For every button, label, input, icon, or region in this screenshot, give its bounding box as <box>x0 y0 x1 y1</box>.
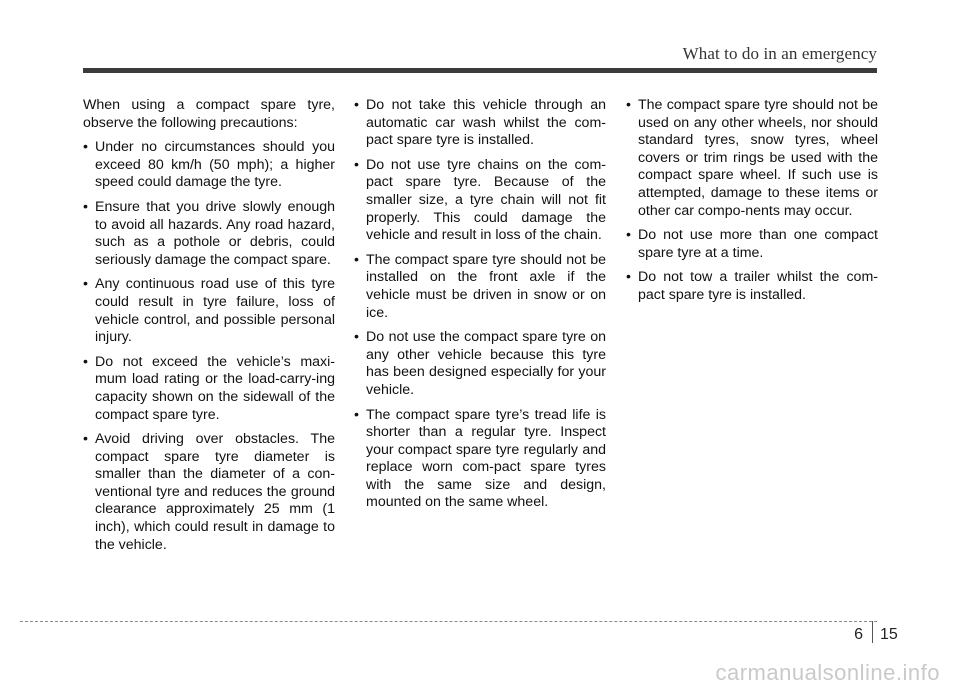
list-item: • Do not use more than one compact spare tyre at a time. <box>626 227 878 261</box>
precautions-list-2 <box>354 97 606 512</box>
chapter-number: 6 <box>854 626 863 643</box>
list-item: • The compact spare tyre’s tread life is shorter than a regular tyre. Inspect your compact spare tyre regularly and replace worn com-pact spare tyres with the same size and design, mounted on the same wheel. <box>354 406 606 511</box>
list-item: • Any continuous road use of this tyre could result in tyre failure, loss of vehicle control, and possible personal injury. <box>83 276 335 346</box>
list-item: • Under no circumstances should you exceed 80 km/h (50 mph); a higher speed could damage the tyre. <box>83 139 335 191</box>
intro-paragraph: When using a compact spare tyre, observe the following precautions: <box>83 97 335 131</box>
list-item: • The compact spare tyre should not be used on any other wheels, nor should standard tyres, snow tyres, wheel covers or trim rings be used with the compact spare wheel. If such use is attempted, damage to these items or other car compo-nents may occur. <box>626 97 878 219</box>
list-item: • Ensure that you drive slowly enough to avoid all hazards. Any road hazard, such as a pothole or debris, could seriously damage the compact spare. <box>83 198 335 268</box>
watermark: carmanualsonline.info <box>715 660 940 685</box>
list-item: • The compact spare tyre should not be installed on the front axle if the vehicle must be driven in snow or on ice. <box>354 251 606 321</box>
list-item: • Do not use the compact spare tyre on any other vehicle because this tyre has been designed especially for your vehicle. <box>354 329 606 398</box>
list-item: • Do not take this vehicle through an automatic car wash whilst the com-pact spare tyre is installed. <box>354 97 606 149</box>
footer-rule <box>20 621 877 622</box>
list-item: • Do not tow a trailer whilst the com-pact spare tyre is installed. <box>626 269 878 303</box>
text-column-2 <box>354 97 606 519</box>
precautions-list-3 <box>626 97 878 305</box>
text-column-3 <box>626 97 878 312</box>
section-title: What to do in an emergency <box>682 44 877 63</box>
page-number: 15 <box>880 626 898 643</box>
list-item: • Do not use tyre chains on the com-pact spare tyre. Because of the smaller size, a tyre chain will not fit properly. This could damage the vehicle and result in loss of the chain. <box>354 156 606 244</box>
precautions-list-1 <box>83 139 335 554</box>
list-item: • Avoid driving over obstacles. The compact spare tyre diameter is smaller than the diameter of a con-ventional tyre and reduces the ground clearance approximately 25 mm (1 inch), which could result in damage to the vehicle. <box>83 431 335 553</box>
header-rule <box>83 68 877 73</box>
page-separator <box>872 621 873 643</box>
list-item: • Do not exceed the vehicle’s maxi-mum load rating or the load-carry-ing capacity shown on the sidewall of the compact spare tyre. <box>83 353 335 423</box>
text-column-1 <box>83 97 335 561</box>
